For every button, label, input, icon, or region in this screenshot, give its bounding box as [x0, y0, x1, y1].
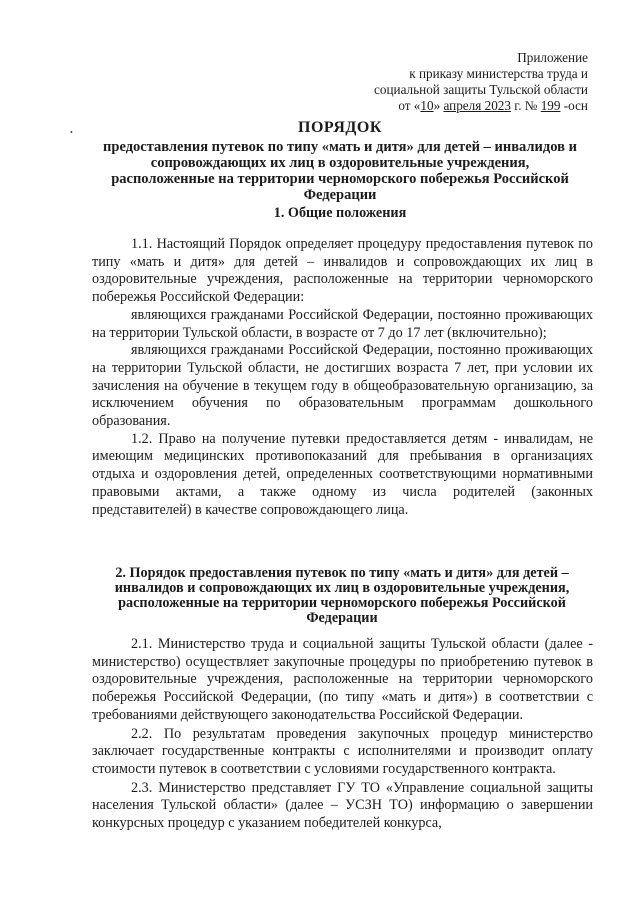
approval-day: 10	[420, 98, 434, 113]
paragraph-1-1-b: являющихся гражданами Российской Федерации, постоянно проживающих на территории Тульской области, не достигших возраста 7 лет, при условии их зачисления на обучение в текущем году в общеобразовательную организацию, за исключением обучения по образовательным программам дошкольного образования.	[92, 342, 593, 430]
approval-block	[374, 50, 588, 114]
approval-month: апреля	[443, 98, 482, 113]
approval-number: 199	[540, 98, 561, 113]
paragraph-1-1-a: являющихся гражданами Российской Федерации, постоянно проживающих на территории Тульской области, в возрасте от 7 до 17 лет (включительно);	[92, 306, 593, 341]
approval-year: 2023	[481, 98, 511, 113]
approval-sep: »	[433, 98, 444, 113]
paragraph-2-3: 2.3. Министерство представляет ГУ ТО «Управление социальной защиты населения Тульской области» (далее – УСЗН ТО) информацию о завершении конкурсных процедур с указанием победителей конкурса,	[92, 779, 593, 832]
approval-from: от «	[398, 98, 421, 113]
approval-line-2: к приказу министерства труда и	[409, 66, 588, 81]
scan-dot-mark: •	[70, 128, 73, 137]
approval-date-line	[374, 98, 588, 114]
document-subtitle: предоставления путевок по типу «мать и дитя» для детей – инвалидов и сопровождающих их лиц в оздоровительные учреждения, расположенные на территории черноморского побережья Российской Федерации	[103, 139, 577, 203]
paragraph-1-2: 1.2. Право на получение путевки предоставляется детям - инвалидам, не имеющим медицинских противопоказаний для пребывания в организациях отдыха и оздоровления детей, определенных соответствующими нормативными правовыми актами, а также одному из числа родителей (законных представителей) в качестве сопровождающего лица.	[92, 430, 593, 518]
paragraph-1-1: 1.1. Настоящий Порядок определяет процедуру предоставления путевок по типу «мать и дитя» для детей – инвалидов и сопровождающих их лиц в оздоровительные учреждения, расположенные на территории черноморского побережья Российской Федерации:	[92, 236, 593, 306]
section-1-heading: 1. Общие положения	[273, 205, 407, 221]
approval-line-1: Приложение	[517, 50, 588, 65]
paragraph-2-2: 2.2. По результатам проведения закупочных процедур министерство заключает государственные контракты с исполнителями и производит оплату стоимости путевок в соответствии с условиями государственного контракта.	[92, 725, 593, 777]
approval-suffix: -осн	[560, 98, 588, 113]
section-2-heading: 2. Порядок предоставления путевок по типу «мать и дитя» для детей – инвалидов и сопровождающих их лиц в оздоровительные учреждения, расположенные на территории черноморского побережья Российской Федерации	[114, 565, 570, 626]
paragraph-2-1: 2.1. Министерство труда и социальной защиты Тульской области (далее - министерство) осуществляет закупочные процедуры по приобретению путевок в оздоровительные учреждения, расположенные на территории черноморского побережья Российской Федерации, (по типу «мать и дитя») в соответствии с требованиями действующего законодательства Российской Федерации.	[92, 636, 593, 723]
document-title	[100, 120, 580, 203]
section-1-body	[92, 236, 593, 519]
approval-num-prefix: г. №	[510, 98, 541, 113]
section-2-body	[92, 636, 593, 833]
approval-line-3: социальной защиты Тульской области	[374, 82, 588, 97]
document-heading: ПОРЯДОК	[298, 119, 382, 136]
